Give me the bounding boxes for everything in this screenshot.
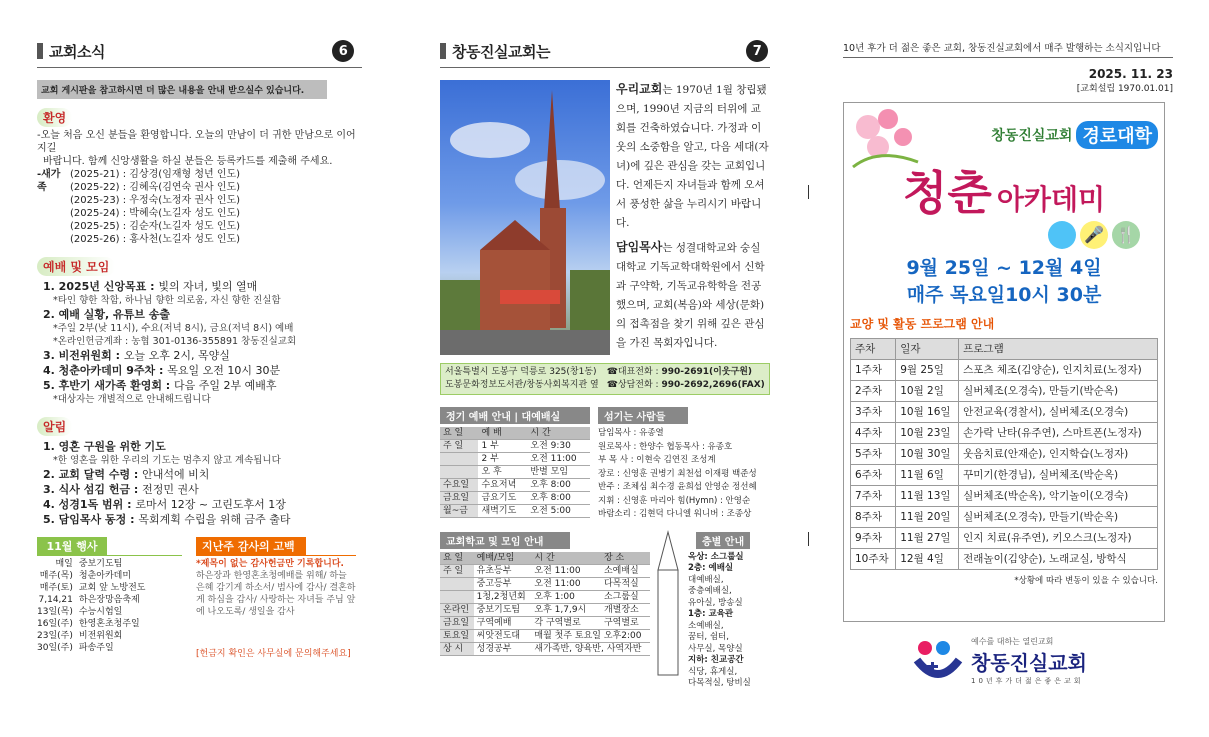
floors-box (656, 530, 770, 690)
divider (37, 67, 362, 68)
worship-label: 예배 및 모임 (37, 257, 115, 276)
event-row: 매일 중보기도팀 (55, 559, 123, 569)
table-row: 7주차 11월 13일 실버체조(박순옥), 악기놀이(오경숙) (851, 486, 1158, 507)
table-row: 5주차 10월 30일 웃음치료(안재순), 인지학습(노정자) (851, 444, 1158, 465)
church-spire-icon (656, 530, 686, 680)
phone-number: 990-2691(이웃구원) (661, 367, 753, 377)
event-row: 16일(주) 한영혼초청주일 (37, 619, 140, 629)
school-table (440, 552, 650, 656)
worship-sub: *온라인헌금계좌 : 농협 301-0136-355891 창동진실교회 (53, 336, 297, 347)
notice-banner: 교회 게시판을 참고하시면 더 많은 내용을 안내 받으실수 있습니다. (37, 80, 327, 99)
poster-title-big: 청춘 (902, 166, 992, 220)
school-box (440, 530, 650, 690)
welcome-label: 환영 (37, 108, 72, 127)
regular-worship (440, 405, 590, 522)
servants-list (598, 427, 770, 522)
worship-item: 2. 예배 실황, 유튜브 송출 (43, 308, 170, 321)
logo-motto: 10년후가더젊은좋은교회 (971, 677, 1084, 685)
november-table (37, 558, 145, 654)
table-row: 4주차 10월 23일 손가락 난타(유주연), 스마트폰(노정자) (851, 423, 1158, 444)
event-row: 13일(목) 수능시험일 (37, 607, 123, 617)
poster-note: *상황에 따라 변동이 있을 수 있습니다. (1014, 576, 1158, 586)
table-row: 온라인 중보기도팀 오후 1,7,9시 개별장소 (440, 603, 650, 616)
thanks-headline: *제목이 없는 감사헌금만 기록합니다. (196, 559, 344, 569)
new-member: (2025-25) : 김순자(노길자 성도 인도) (70, 221, 241, 232)
meal-icon: 🍴 (1112, 221, 1140, 249)
table-row: 토요일 씨앗전도대 매월 첫주 토요일 오후2:00 (440, 629, 650, 642)
event-row: 매주(토) 교회 앞 노방전도 (39, 583, 146, 593)
table-row: 1주차 9월 25일 스포츠 체조(김양순), 인지치료(노정자) (851, 360, 1158, 381)
welcome-line1: -오늘 처음 오신 분들을 환영합니다. 오늘의 만남이 더 귀한 만남으로 이어지길 (37, 130, 356, 154)
news-item: 2. 교회 달력 수령 : 안내석에 비치 (43, 468, 210, 481)
table-header: 요 일 예배/모임 시 간 장 소 (440, 552, 650, 565)
servant-row: 지휘 : 신영훈 마리아 힘(Hymn) : 안영순 (598, 495, 751, 506)
regular-worship-title: 정기 예배 안내 | 대예배실 (440, 407, 590, 424)
intro-text (616, 80, 770, 355)
table-row: 상 시 성경공부 새가족반, 양육반, 사역자반 (440, 642, 650, 655)
servant-row: 원로목사 : 한양수 협동목사 : 유종호 (598, 441, 733, 452)
poster-title-small: 아카데미 (996, 183, 1106, 216)
intro-bold: 담임목사 (616, 240, 663, 254)
bottom-boxes (37, 535, 362, 660)
church-photo (440, 80, 610, 355)
church-building-icon (440, 80, 610, 355)
news-item: 4. 성경1독 범위 : 로마서 12장 ~ 고린도후서 1장 (43, 498, 286, 511)
table-row: 주 일 1 부 오전 9:30 (440, 440, 590, 453)
table-row: 중고등부 오전 11:00 다목적실 (440, 577, 650, 590)
divider (440, 67, 770, 68)
table-header: 요 일 예 배 시 간 (440, 427, 590, 440)
microphone-icon: 🎤 (1080, 221, 1108, 249)
event-row: 30일(주) 파송주일 (37, 643, 114, 653)
poster-school-name: 경로대학 (1076, 121, 1158, 149)
news-item: 3. 식사 섬김 헌금 : 전정민 권사 (43, 483, 199, 496)
intro-paragraph: 는 1970년 1월 창립됐으며, 1990년 지금의 터위에 교회를 건축하였습니다. 가정과 이웃의 소중함을 알고, 다음 세대(자녀)에 깊은 관심을 갖는 교회입니다. 언제든지 자녀들과 함께 오셔서 풍성한 삶을 누리시기 바랍니다. (616, 84, 769, 229)
table-row: 2 부 오전 11:00 (440, 453, 590, 466)
worship-sub: *대상자는 개별적으로 안내해드립니다 (53, 394, 211, 405)
right-page (843, 40, 1173, 710)
activity-icons (850, 221, 1140, 249)
servant-row: 담임목사 : 유종열 (598, 428, 664, 438)
worship-item: 3. 비전위원회 : 오늘 오후 2시, 목양실 (43, 349, 230, 362)
address-note: 도봉문화정보도서관/창동사회복지관 옆 (445, 380, 599, 390)
servants-box (598, 405, 770, 522)
table-row: 2주차 10월 2일 실버체조(오경숙), 만들기(박순옥) (851, 381, 1158, 402)
servant-row: 바람소리 : 김현덕 다니엘 워니버 : 조종상 (598, 509, 752, 519)
tagline: 10년 후가 더 젊은 좋은 교회, 창동진실교회에서 매주 발행하는 소식지입니다 (843, 43, 1161, 54)
consult-number: 990-2692,2696(FAX) (661, 380, 765, 390)
new-member-prefix: -새가족 (37, 169, 61, 193)
divider (843, 57, 1173, 58)
poster-period: 9월 25일 ~ 12월 4일 (906, 257, 1102, 279)
table-row: 금요일 금요기도 오후 8:00 (440, 492, 590, 505)
fold-mark (808, 532, 809, 546)
new-member: (2025-23) : 우정숙(노정자 권사 인도) (70, 195, 241, 206)
left-page (37, 40, 362, 710)
intro-paragraph: 는 성결대학교와 숭실대학교 기독교학대학원에서 신학과 구약학, 기독교유학학을 전공했으며, 교회(복음)와 세상(문화)의 접촉점을 찾기 위해 깊은 관심을 가진 목회자입니다. (616, 242, 765, 349)
news-label: 알림 (37, 417, 72, 436)
event-row: 매주(목) 청춘아카데미 (39, 571, 132, 581)
table-row: 9주차 11월 27일 인지 치료(유주연), 키오스크(노정자) (851, 528, 1158, 549)
program-title: 교양 및 활동 프로그램 안내 (850, 317, 995, 331)
section-title: 창동진실교회는 (452, 42, 550, 61)
table-row: 금요일 구역예배 각 구역별로 구역별로 (440, 616, 650, 629)
table-row: 1청,2청년회 오후 1:00 소그룹실 (440, 590, 650, 603)
thanks-footnote: [헌금지 확인은 사무실에 문의해주세요] (196, 649, 351, 659)
news-sub: *한 영혼을 위한 우리의 기도는 멈추지 않고 계속됩니다 (53, 455, 281, 466)
program-table (850, 338, 1158, 570)
thanks-title: 지난주 감사의 고백 (196, 537, 306, 555)
address: 서울특별시 도봉구 덕릉로 325(창1동) (445, 367, 597, 377)
servant-row: 장로 : 신영훈 권병기 최천섭 이재평 백준성 (598, 468, 757, 479)
new-member: (2025-21) : 김상경(임재형 청년 인도) (70, 169, 241, 180)
fold-mark (808, 185, 809, 199)
church-logo (913, 636, 1173, 686)
servants-title: 섬기는 사람들 (598, 407, 688, 424)
consult-label: ☎상담전화 : (606, 380, 659, 390)
news-section (37, 416, 362, 527)
school-row (440, 530, 770, 690)
address-box (440, 363, 770, 395)
worship-sub: *주일 2부(낮 11시), 수요(저녁 8시), 금요(저녁 8시) 예배 (53, 323, 294, 334)
logo-name: 창동진실교회 (971, 651, 1087, 675)
table-row: 월~금 새벽기도 오전 5:00 (440, 505, 590, 518)
exercise-icon (1048, 221, 1076, 249)
section-bar-icon (37, 43, 43, 59)
phone-label: ☎대표전화 : (606, 367, 659, 377)
floors-title: 층별 안내 (696, 532, 750, 549)
regular-worship-table (440, 427, 590, 518)
section-title: 교회소식 (49, 42, 105, 61)
new-member: (2025-26) : 홍사천(노길자 성도 인도) (70, 234, 241, 245)
event-row: 23일(주) 비전위원회 (37, 631, 123, 641)
intro-bold: 우리교회 (616, 82, 663, 96)
table-row: 8주차 11월 20일 실버체조(오경숙), 만들기(박순옥) (851, 507, 1158, 528)
servant-row: 부 목 사 : 이현숙 김연진 조성계 (598, 455, 716, 465)
table-row: 오 후 반별 모임 (440, 466, 590, 479)
november-events (37, 535, 182, 660)
school-title: 교회학교 및 모임 안내 (440, 532, 570, 549)
page-number: 7 (746, 40, 768, 62)
welcome-line2: 바랍니다. 함께 신앙생활을 하실 분들은 등록카드를 제출해 주세요. (43, 156, 333, 167)
thanks-box (196, 535, 356, 660)
poster-church: 창동진실교회 (991, 128, 1073, 144)
founded-date: [교회설립 1970.01.01] (1076, 84, 1173, 94)
table-row: 주 일 유초등부 오전 11:00 소예배실 (440, 564, 650, 577)
event-row: 7,14,21 하은장망음축제 (38, 595, 140, 605)
academy-poster (843, 102, 1165, 622)
worship-item: 1. 2025년 신앙목표 : 빛의 자녀, 빛의 열매 (43, 280, 258, 293)
table-row: 6주차 11월 6일 꾸미기(한경님), 실버체조(박순옥) (851, 465, 1158, 486)
worship-item: 4. 청춘아카데미 9주차 : 목요일 오전 10시 30분 (43, 364, 281, 377)
flower-icon (848, 107, 928, 177)
church-logo-icon (913, 638, 963, 684)
info-row (440, 405, 770, 522)
new-member: (2025-24) : 박혜숙(노길자 성도 인도) (70, 208, 241, 219)
floors-list: 옥상: 소그룹실 2층: 예배실 대예배실, 중층예배실, 유아실, 방송실 1층: 교육관 소예배실, 꿈터, 쉼터, 사무실, 목양실 지하: 친교공간 식당, 휴게실, 다목적실, 탕비실 (688, 551, 751, 688)
servant-row: 반주 : 조체심 최수경 윤희섭 안영순 정선혜 (598, 482, 757, 492)
poster-time: 매주 목요일10시 30분 (906, 284, 1102, 306)
intro-block (440, 80, 770, 355)
thanks-body: 하은장과 한영혼초청예배를 위해/ 하늘 은혜 감기게 하소서/ 범사에 감사/ 결혼하게 하심을 감사/ 사랑하는 자녀들 주님 앞에 나오도록/ 생일을 감사 (196, 571, 356, 617)
table-row: 수요일 수요저녁 오후 8:00 (440, 479, 590, 492)
table-header: 주차 일자 프로그램 (851, 339, 1158, 360)
news-item: 5. 담임목사 동정 : 목회계획 수립을 위해 금주 출타 (43, 513, 291, 526)
logo-small-text: 예수를 대하는 열린교회 (971, 637, 1054, 646)
left-section-header (37, 40, 362, 62)
table-row: 10주차 12월 4일 전래놀이(김양순), 노래교실, 방학식 (851, 549, 1158, 570)
section-bar-icon (440, 43, 446, 59)
welcome-section (37, 107, 362, 246)
new-member: (2025-22) : 김혜옥(김연숙 권사 인도) (70, 182, 241, 193)
worship-section (37, 256, 362, 406)
page-number: 6 (332, 40, 354, 62)
middle-page (440, 40, 770, 710)
middle-section-header (440, 40, 770, 62)
november-title: 11월 행사 (37, 537, 107, 555)
worship-item: 5. 후반기 새가족 환영회 : 다음 주일 2부 예배후 (43, 379, 277, 392)
new-member-list (37, 168, 362, 246)
news-item: 1. 영혼 구원을 위한 기도 (43, 440, 166, 453)
table-row: 3주차 10월 16일 안전교육(경찰서), 실버체조(오경숙) (851, 402, 1158, 423)
issue-date: 2025. 11. 23 (1088, 67, 1173, 81)
worship-sub: *타인 향한 착함, 하나님 향한 의로움, 자신 향한 진실함 (53, 295, 281, 306)
